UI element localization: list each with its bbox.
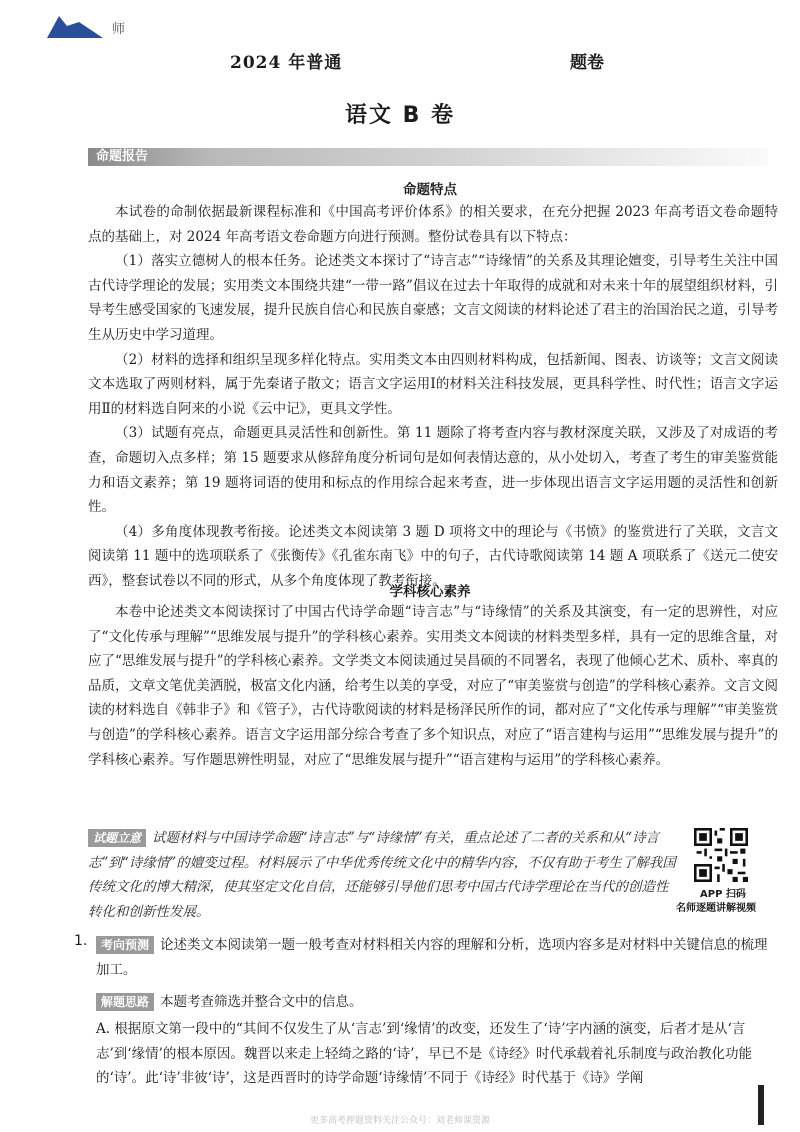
feature-item-3: （3）试题有亮点，命题更具灵活性和创新性。第 11 题除了将考查内容与教材深度关联，又涉及了对成语的考查，命题切入点多样；第 15 题要求从修辞角度分析词句是如何表情达意的，从小处切入，考查了考生的审美鉴赏能力和语文素养；第 19 题将词语的使用和标点的作用综合起来考查，进一步体现出语言文字运用题的灵活性和创新性。 — [88, 425, 778, 516]
feature-item-4: （4）多角度体现教考衔接。论述类文本阅读第 3 题 D 项将文中的理论与《书愤》的鉴赏进行了关联，文言文阅读第 11 题中的选项联系了《张衡传》《孔雀东南飞》中的句子，古代诗歌阅读第 14 题 A 项联系了《送元二使安西》，整套试卷以不同的形式，从多个角度体现了教考衔接。 — [88, 523, 778, 589]
predict-text: 论述类文本阅读第一题一般考查对材料相关内容的理解和分析，选项内容多是对材料中关键信息的梳理加工。 — [96, 937, 768, 978]
intent-tag: 试题立意 — [88, 829, 146, 847]
feature-item-2: （2）材料的选择和组织呈现多样化特点。实用类文本由四则材料构成，包括新闻、图表、访谈等；文言文阅读文本选取了两则材料，属于先秦诸子散文；语言文字运用Ⅰ的材料关注科技发展，更具科学性、时代性；语言文字运用Ⅱ的材料选自阿来的小说《云中记》，更具文学性。 — [88, 351, 778, 417]
exam-series-title: 2024 年普通 — [230, 53, 343, 73]
section-label: 命题报告 — [96, 149, 149, 164]
answer-option-a: A. 根据原文第一段中的“其间不仅发生了从‘言志’到‘缘情’的改变，还发生了‘诗’字内涵的演变，后者才是从‘言志’到‘缘情’的根本原因。魏晋以来走上轻绮之路的‘诗’，早已不是《诗经》时代承载着礼乐制度与政治教化功能的‘诗’。此‘诗’非彼‘诗’，这是西晋时的诗学命题‘诗缘情’不同于《诗经》时代基于《诗》学阐 — [96, 1021, 752, 1086]
heading-literacy: 学科核心素养 — [389, 584, 471, 600]
literacy-text: 本卷中论述类文本阅读探讨了中国古代诗学命题“诗言志”与“诗缘情”的关系及其演变，有一定的思辨性，对应了“文化传承与理解”“思维发展与提升”的学科核心素养。实用类文本阅读的材料类型多样，具有一定的思维含量，对应了“思维发展与提升”的学科核心素养。文学类文本阅读通过吴昌硕的不同署名，表现了他倾心艺术、质朴、率真的品质，文章文笔优美洒脱，极富文化内涵，给考生以美的享受，对应了“审美鉴赏与创造”的学科核心素养。文言文阅读的材料选自《韩非子》和《管子》，古代诗歌阅读的材料是杨泽民所作的词，都对应了“文化传承与理解”“审美鉴赏与创造”的学科核心素养。语言文字运用部分综合考查了多个知识点，对应了“语言建构与运用”“思维发展与提升”的学科核心素养。写作题思辨性明显，对应了“思维发展与提升”“语言建构与运用”的学科核心素养。 — [88, 604, 778, 768]
heading-features: 命题特点 — [403, 182, 457, 198]
question-number: 1. — [74, 933, 88, 949]
qr-label-video: 名师逐题讲解视频 — [676, 903, 756, 914]
footer-watermark: 更多高考押题资料关注公众号：刘老师课资源 — [309, 1116, 490, 1126]
question-1-idea — [96, 990, 776, 1015]
idea-tag: 解题思路 — [96, 993, 154, 1011]
idea-text: 本题考查筛选并整合文中的信息。 — [160, 994, 363, 1010]
corner-text: 师 — [112, 22, 126, 37]
literacy-body — [88, 600, 778, 772]
features-intro: 本试卷的命制依据最新课程标准和《中国高考评价体系》的相关要求，在充分把握 2023 年高考语文卷命题特点的基础上，对 2024 年高考语文卷命题方向进行预测。整份试卷具有以下特点： — [88, 204, 778, 245]
qr-label-app: APP 扫码 — [700, 889, 746, 900]
predict-tag: 考向预测 — [96, 936, 154, 954]
question-1-predict — [96, 933, 776, 982]
section-bar-report — [88, 148, 768, 166]
feature-item-1: （1）落实立德树人的根本任务。论述类文本探讨了“诗言志”“诗缘情”的关系及其理论嬗变，引导考生关注中国古代诗学理论的发展；实用类文本围绕共建“一带一路”倡议在过去十年取得的成就和对未来十年的展望组织材料，引导考生感受国家的飞速发展，提升民族自信心和民族自豪感；文言文阅读的材料论述了君主的治国治民之道，引导考生从历史中学习道理。 — [88, 253, 778, 343]
intent-block — [88, 826, 678, 924]
features-body — [88, 200, 778, 594]
qr-code-icon[interactable] — [694, 828, 748, 882]
page-title: 语文 B 卷 — [344, 103, 456, 128]
publisher-logo-icon — [45, 12, 105, 40]
exam-series-title-end: 题卷 — [570, 53, 604, 73]
intent-text: 试题材料与中国诗学命题“诗言志”与“诗缘情”有关，重点论述了二者的关系和从“诗言志”到“诗缘情”的嬗变过程。材料展示了中华优秀传统文化中的精华内容，不仅有助于考生了解我国传统文化的博大精深，使其坚定文化自信，还能够引导他们思考中国古代诗学理论在当代的创造性转化和创新性发展。 — [88, 830, 676, 920]
